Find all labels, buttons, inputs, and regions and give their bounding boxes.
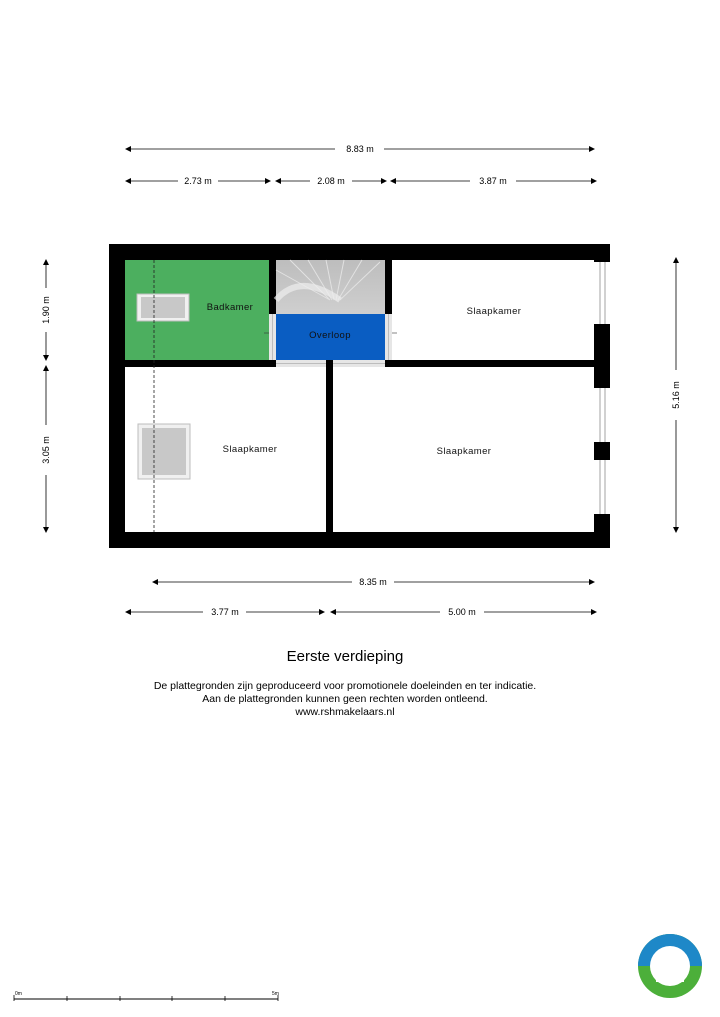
dimension-top-total (126, 144, 594, 154)
dimension-bottom-total (153, 577, 594, 587)
scale-label-end: 5m (272, 991, 279, 997)
dimension-label-bottom-total: 8.35 m (359, 577, 387, 587)
dimension-label-top-total: 8.83 m (346, 144, 374, 154)
dimension-label-right-total: 5.16 m (671, 381, 681, 409)
disclaimer-line-2: Aan de plattegronden kunnen geen rechten worden ontleend. (202, 693, 488, 705)
dimension-bottom-segments (126, 607, 596, 617)
plan-title: Eerste verdieping (286, 648, 404, 665)
dimension-label-top-seg3: 3.87 m (479, 176, 507, 186)
room-label-overloop: Overloop (309, 330, 351, 341)
room-label-slaapkamer-right: Slaapkamer (436, 446, 492, 457)
dimension-label-bottom-seg1: 3.77 m (211, 607, 239, 617)
disclaimer-line-1: De plattegronden zijn geproduceerd voor promotionele doeleinden en ter indicatie. (153, 680, 537, 692)
stairs (276, 260, 385, 314)
website-link[interactable]: www.rshmakelaars.nl (295, 706, 395, 718)
dimension-right (671, 258, 681, 532)
company-logo (638, 934, 702, 998)
room-label-slaapkamer-left: Slaapkamer (222, 444, 278, 455)
dimension-label-left-upper: 1.90 m (41, 296, 51, 324)
dimension-label-top-seg2: 2.08 m (317, 176, 345, 186)
dimension-label-left-lower: 3.05 m (41, 436, 51, 464)
dimension-label-bottom-seg2: 5.00 m (448, 607, 476, 617)
dimension-label-top-seg1: 2.73 m (184, 176, 212, 186)
room-label-badkamer: Badkamer (206, 302, 254, 313)
dimension-top-segments (126, 176, 596, 186)
scale-label-start: 0m (15, 991, 22, 997)
skylight-bathroom (137, 294, 189, 321)
dimension-left (41, 260, 51, 532)
room-label-slaapkamer-top-right: Slaapkamer (466, 306, 522, 317)
skylight-bedroom (138, 424, 190, 479)
scale-bar (14, 991, 279, 1001)
windows-right (594, 262, 610, 514)
